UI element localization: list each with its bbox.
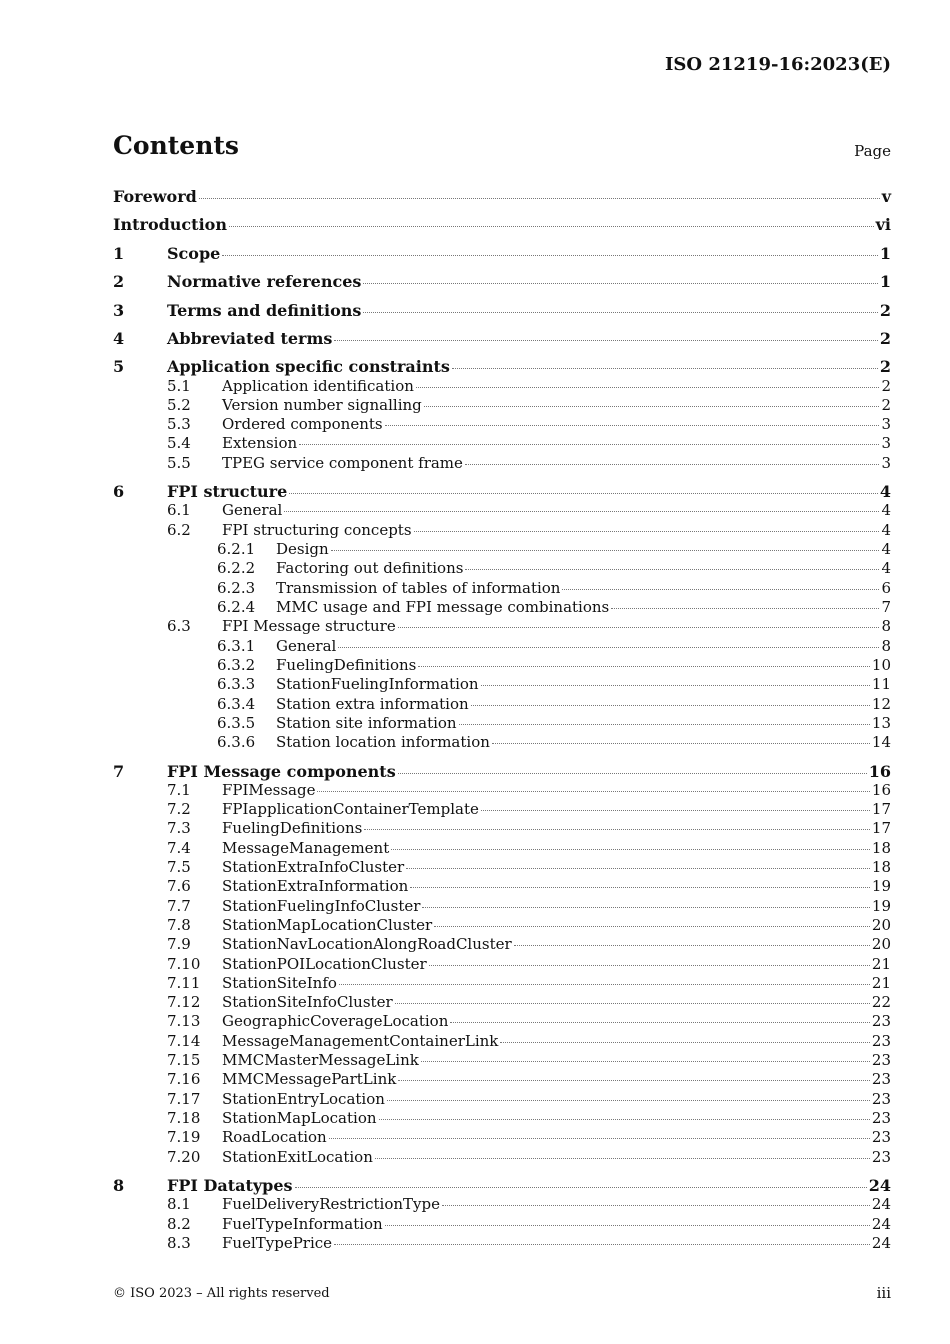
toc-entry-page: 20 <box>871 935 891 953</box>
toc-entry[interactable] <box>113 244 891 264</box>
dot-leader <box>385 1225 870 1226</box>
toc-entry-title: Design <box>276 540 329 558</box>
toc-entry[interactable] <box>113 1109 891 1129</box>
toc-entry[interactable] <box>113 1195 891 1215</box>
toc-entry-page: 23 <box>871 1090 891 1108</box>
toc-entry-number: 7.1 <box>167 781 191 799</box>
toc-entry-page: 11 <box>871 675 891 693</box>
toc-entry[interactable] <box>113 819 891 839</box>
toc-entry-title: FPI structure <box>167 482 288 501</box>
toc-entry[interactable] <box>113 714 891 734</box>
toc-entry-title: Normative references <box>167 272 362 291</box>
toc-entry-title: Extension <box>222 434 298 452</box>
toc-entry[interactable] <box>113 637 891 657</box>
dot-leader <box>295 1187 867 1188</box>
toc-entry-title: Scope <box>167 244 221 263</box>
footer-page-number: iii <box>876 1284 891 1302</box>
toc-entry[interactable] <box>113 993 891 1013</box>
toc-entry[interactable] <box>113 858 891 878</box>
toc-entry-page: 10 <box>871 656 891 674</box>
dot-leader <box>398 1080 870 1081</box>
toc-entry-page: 16 <box>868 762 891 781</box>
toc-entry-number: 6 <box>113 482 125 501</box>
toc-entry-title: StationFuelingInformation <box>276 675 479 693</box>
toc-entry[interactable] <box>113 800 891 820</box>
toc-entry-number: 7.8 <box>167 916 191 934</box>
toc-entry-page: 2 <box>879 329 891 348</box>
dot-leader <box>465 464 880 465</box>
toc-entry-title: FuelingDefinitions <box>276 656 417 674</box>
dot-leader <box>222 255 878 256</box>
toc-entry-number: 6.3.3 <box>217 675 256 693</box>
toc-entry-number: 6.3.6 <box>217 733 256 751</box>
toc-entry-number: 1 <box>113 244 125 263</box>
toc-entry-number: 6.3 <box>167 617 191 635</box>
toc-entry-page: 21 <box>871 955 891 973</box>
toc-entry[interactable] <box>113 272 891 292</box>
toc-entry[interactable] <box>113 559 891 579</box>
footer-copyright: © ISO 2023 – All rights reserved <box>113 1286 330 1301</box>
toc-entry-title: MMCMessagePartLink <box>222 1070 397 1088</box>
toc-entry-title: Factoring out definitions <box>276 559 464 577</box>
toc-entry[interactable] <box>113 187 891 207</box>
toc-entry-title: Application identification <box>222 377 414 395</box>
toc-entry-title: StationMapLocationCluster <box>222 916 433 934</box>
dot-leader <box>329 1138 870 1139</box>
toc-entry-number: 7.17 <box>167 1090 201 1108</box>
toc-entry-number: 4 <box>113 329 125 348</box>
dot-leader <box>434 926 870 927</box>
dot-leader <box>229 226 874 227</box>
toc-entry-page: 14 <box>871 733 891 751</box>
dot-leader <box>416 387 880 388</box>
toc-entry[interactable] <box>113 482 891 502</box>
toc-entry-number: 5.4 <box>167 434 191 452</box>
toc-entry-page: 4 <box>881 501 891 519</box>
toc-entry[interactable] <box>113 396 891 416</box>
toc-entry-number: 7.11 <box>167 974 201 992</box>
toc-entry-number: 7.13 <box>167 1012 201 1030</box>
toc-entry-title: Transmission of tables of information <box>276 579 561 597</box>
toc-entry-number: 6.3.4 <box>217 695 256 713</box>
toc-entry-page: 21 <box>871 974 891 992</box>
toc-entry-page: 3 <box>881 454 891 472</box>
toc-entry-page: 23 <box>871 1012 891 1030</box>
toc-entry-title: General <box>276 637 337 655</box>
toc-entry-page: vi <box>875 215 891 234</box>
toc-entry-number: 7.12 <box>167 993 201 1011</box>
toc-entry-number: 7.18 <box>167 1109 201 1127</box>
dot-leader <box>424 406 880 407</box>
toc-entry-number: 5.1 <box>167 377 191 395</box>
toc-entry-page: 22 <box>871 993 891 1011</box>
toc-entry[interactable] <box>113 656 891 676</box>
toc-entry[interactable] <box>113 1234 891 1254</box>
toc-entry-title: StationExitLocation <box>222 1148 373 1166</box>
toc-entry-page: 23 <box>871 1051 891 1069</box>
toc-entry-title: MessageManagementContainerLink <box>222 1032 499 1050</box>
toc-entry-title: FuelDeliveryRestrictionType <box>222 1195 440 1213</box>
toc-entry[interactable] <box>113 1051 891 1071</box>
dot-leader <box>459 724 870 725</box>
toc-entry[interactable] <box>113 1176 891 1196</box>
dot-leader <box>442 1205 870 1206</box>
dot-leader <box>421 1061 870 1062</box>
toc-entry-number: 7.19 <box>167 1128 201 1146</box>
toc-entry[interactable] <box>113 877 891 897</box>
toc-entry-title: StationMapLocation <box>222 1109 377 1127</box>
toc-entry-page: 24 <box>868 1176 891 1195</box>
dot-leader <box>492 743 870 744</box>
dot-leader <box>379 1119 870 1120</box>
toc-entry-page: 12 <box>871 695 891 713</box>
page-column-label: Page <box>854 142 891 160</box>
toc-entry[interactable] <box>113 1090 891 1110</box>
toc-entry[interactable] <box>113 377 891 397</box>
toc-entry-title: Station extra information <box>276 695 469 713</box>
toc-entry-title: StationExtraInformation <box>222 877 409 895</box>
toc-entry-title: StationEntryLocation <box>222 1090 385 1108</box>
toc-entry-page: 23 <box>871 1128 891 1146</box>
toc-entry[interactable] <box>113 357 891 377</box>
dot-leader <box>422 907 869 908</box>
toc-entry-number: 6.2.3 <box>217 579 256 597</box>
toc-entry-page: 4 <box>879 482 891 501</box>
dot-leader <box>410 887 870 888</box>
toc-entry[interactable] <box>113 733 891 753</box>
toc-entry-title: FPI Message components <box>167 762 396 781</box>
toc-entry-title: FPIMessage <box>222 781 316 799</box>
toc-entry[interactable] <box>113 617 891 637</box>
toc-entry[interactable] <box>113 1070 891 1090</box>
toc-entry-page: 24 <box>871 1195 891 1213</box>
toc-entry[interactable] <box>113 501 891 521</box>
dot-leader <box>418 666 870 667</box>
toc-entry[interactable] <box>113 935 891 955</box>
dot-leader <box>406 868 870 869</box>
toc-entry[interactable] <box>113 215 891 235</box>
toc-entry-title: FPI structuring concepts <box>222 521 412 539</box>
dot-leader <box>375 1158 870 1159</box>
dot-leader <box>317 791 869 792</box>
toc-entry-title: FPIapplicationContainerTemplate <box>222 800 479 818</box>
toc-entry-page: 23 <box>871 1109 891 1127</box>
toc-entry-number: 7.5 <box>167 858 191 876</box>
dot-leader <box>387 1100 870 1101</box>
toc-entry-title: Introduction <box>113 215 227 234</box>
dot-leader <box>391 849 870 850</box>
toc-entry-number: 7.4 <box>167 839 191 857</box>
toc-entry-page: 3 <box>881 434 891 452</box>
toc-entry[interactable] <box>113 955 891 975</box>
toc-entry-title: MMC usage and FPI message combinations <box>276 598 610 616</box>
toc-entry-page: 2 <box>879 301 891 320</box>
toc-entry-number: 6.2 <box>167 521 191 539</box>
dot-leader <box>414 531 880 532</box>
toc-entry-title: RoadLocation <box>222 1128 327 1146</box>
dot-leader <box>363 283 877 284</box>
toc-entry-page: 24 <box>871 1215 891 1233</box>
toc-entry-title: StationPOILocationCluster <box>222 955 427 973</box>
toc-entry-number: 3 <box>113 301 125 320</box>
toc-entry-number: 5 <box>113 357 125 376</box>
toc-entry-page: 17 <box>871 800 891 818</box>
toc-entry-title: General <box>222 501 283 519</box>
toc-entry-title: Foreword <box>113 187 197 206</box>
dot-leader <box>364 829 870 830</box>
toc-entry[interactable] <box>113 454 891 474</box>
toc-entry-number: 7.2 <box>167 800 191 818</box>
toc-entry-number: 7.3 <box>167 819 191 837</box>
contents-heading: Contents <box>113 131 240 160</box>
toc-entry-number: 7.6 <box>167 877 191 895</box>
toc-entry-page: 8 <box>881 617 891 635</box>
toc-entry-page: 6 <box>881 579 891 597</box>
toc-entry-page: 23 <box>871 1032 891 1050</box>
toc-entry-page: 19 <box>871 877 891 895</box>
toc-entry-page: 3 <box>881 415 891 433</box>
toc-entry-title: FPI Message structure <box>222 617 396 635</box>
toc-entry-page: 19 <box>871 897 891 915</box>
toc-entry-page: 8 <box>881 637 891 655</box>
dot-leader <box>465 569 879 570</box>
toc-entry-number: 8.2 <box>167 1215 191 1233</box>
toc-entry-number: 7.10 <box>167 955 201 973</box>
dot-leader <box>481 810 870 811</box>
dot-leader <box>331 550 880 551</box>
toc-entry-page: 2 <box>879 357 891 376</box>
toc-entry-page: 7 <box>881 598 891 616</box>
toc-entry-title: Abbreviated terms <box>167 329 333 348</box>
dot-leader <box>398 773 867 774</box>
toc-entry-page: 4 <box>881 521 891 539</box>
toc-entry-title: FuelTypeInformation <box>222 1215 383 1233</box>
toc-entry[interactable] <box>113 675 891 695</box>
dot-leader <box>395 1003 870 1004</box>
toc-entry-number: 7 <box>113 762 125 781</box>
toc-entry[interactable] <box>113 1128 891 1148</box>
dot-leader <box>334 340 877 341</box>
toc-entry[interactable] <box>113 839 891 859</box>
toc-entry[interactable] <box>113 916 891 936</box>
dot-leader <box>471 705 870 706</box>
toc-entry-title: StationFuelingInfoCluster <box>222 897 421 915</box>
toc-entry-title: Application specific constraints <box>167 357 450 376</box>
toc-entry[interactable] <box>113 329 891 349</box>
toc-entry-page: 20 <box>871 916 891 934</box>
dot-leader <box>562 589 879 590</box>
toc-entry[interactable] <box>113 301 891 321</box>
dot-leader <box>429 965 870 966</box>
toc-entry-number: 8.1 <box>167 1195 191 1213</box>
toc-entry-number: 5.3 <box>167 415 191 433</box>
toc-entry-title: FuelTypePrice <box>222 1234 333 1252</box>
toc-entry-number: 6.2.2 <box>217 559 256 577</box>
toc-entry-number: 7.14 <box>167 1032 201 1050</box>
toc-entry[interactable] <box>113 1012 891 1032</box>
toc-entry-number: 7.20 <box>167 1148 201 1166</box>
dot-leader <box>452 368 878 369</box>
dot-leader <box>450 1022 870 1023</box>
toc-entry-page: 2 <box>881 396 891 414</box>
toc-entry-page: 2 <box>881 377 891 395</box>
document-code: ISO 21219-16:2023(E) <box>664 54 891 75</box>
dot-leader <box>514 945 870 946</box>
toc-entry-number: 7.16 <box>167 1070 201 1088</box>
toc-entry-title: StationNavLocationAlongRoadCluster <box>222 935 512 953</box>
dot-leader <box>398 627 880 628</box>
toc-entry-title: StationExtraInfoCluster <box>222 858 405 876</box>
toc-entry[interactable] <box>113 1148 891 1168</box>
toc-entry-page: 23 <box>871 1070 891 1088</box>
toc-entry-page: 1 <box>879 272 891 291</box>
dot-leader <box>481 685 870 686</box>
toc-entry-title: GeographicCoverageLocation <box>222 1012 449 1030</box>
toc-entry-number: 6.3.1 <box>217 637 256 655</box>
toc-entry-title: StationSiteInfo <box>222 974 337 992</box>
toc-entry-number: 6.3.2 <box>217 656 256 674</box>
toc-entry-page: 18 <box>871 839 891 857</box>
toc-entry-number: 8 <box>113 1176 125 1195</box>
dot-leader <box>334 1244 870 1245</box>
toc-entry-title: FuelingDefinitions <box>222 819 363 837</box>
toc-entry-page: v <box>881 187 891 206</box>
toc-entry-title: Terms and definitions <box>167 301 362 320</box>
toc-entry-number: 7.7 <box>167 897 191 915</box>
toc-entry-title: FPI Datatypes <box>167 1176 293 1195</box>
toc-entry-title: Ordered components <box>222 415 383 433</box>
toc-entry-page: 18 <box>871 858 891 876</box>
dot-leader <box>284 511 879 512</box>
toc-entry-page: 1 <box>879 244 891 263</box>
toc-entry-number: 6.1 <box>167 501 191 519</box>
toc-entry-number: 7.9 <box>167 935 191 953</box>
dot-leader <box>199 198 880 199</box>
toc-entry[interactable] <box>113 762 891 782</box>
toc-entry-number: 5.2 <box>167 396 191 414</box>
toc-entry-page: 4 <box>881 540 891 558</box>
toc-entry-title: Station site information <box>276 714 457 732</box>
dot-leader <box>338 647 879 648</box>
dot-leader <box>385 425 880 426</box>
toc-entry-title: MMCMasterMessageLink <box>222 1051 419 1069</box>
toc-entry[interactable] <box>113 897 891 917</box>
dot-leader <box>363 312 877 313</box>
toc-entry-title: TPEG service component frame <box>222 454 463 472</box>
toc-entry-number: 6.2.1 <box>217 540 256 558</box>
dot-leader <box>500 1042 870 1043</box>
toc-entry-number: 2 <box>113 272 125 291</box>
toc-entry[interactable] <box>113 598 891 618</box>
toc-entry-title: Version number signalling <box>222 396 422 414</box>
toc-entry[interactable] <box>113 540 891 560</box>
toc-entry[interactable] <box>113 579 891 599</box>
toc-entry[interactable] <box>113 1215 891 1235</box>
toc-entry-title: MessageManagement <box>222 839 390 857</box>
toc-entry[interactable] <box>113 695 891 715</box>
toc-entry-number: 7.15 <box>167 1051 201 1069</box>
toc-entry-page: 17 <box>871 819 891 837</box>
toc-entry-title: Station location information <box>276 733 490 751</box>
toc-entry[interactable] <box>113 434 891 454</box>
toc-entry-number: 6.2.4 <box>217 598 256 616</box>
toc-entry-number: 5.5 <box>167 454 191 472</box>
toc-entry[interactable] <box>113 1032 891 1052</box>
toc-entry[interactable] <box>113 521 891 541</box>
toc-entry-number: 8.3 <box>167 1234 191 1252</box>
toc-entry[interactable] <box>113 974 891 994</box>
toc-entry-page: 4 <box>881 559 891 577</box>
toc-entry-page: 24 <box>871 1234 891 1252</box>
dot-leader <box>339 984 870 985</box>
toc-entry-page: 16 <box>871 781 891 799</box>
toc-entry-title: StationSiteInfoCluster <box>222 993 393 1011</box>
toc-entry[interactable] <box>113 415 891 435</box>
dot-leader <box>289 493 878 494</box>
toc-entry-number: 6.3.5 <box>217 714 256 732</box>
toc-entry-page: 23 <box>871 1148 891 1166</box>
dot-leader <box>611 608 879 609</box>
dot-leader <box>299 444 879 445</box>
toc-entry[interactable] <box>113 781 891 801</box>
toc-entry-page: 13 <box>871 714 891 732</box>
